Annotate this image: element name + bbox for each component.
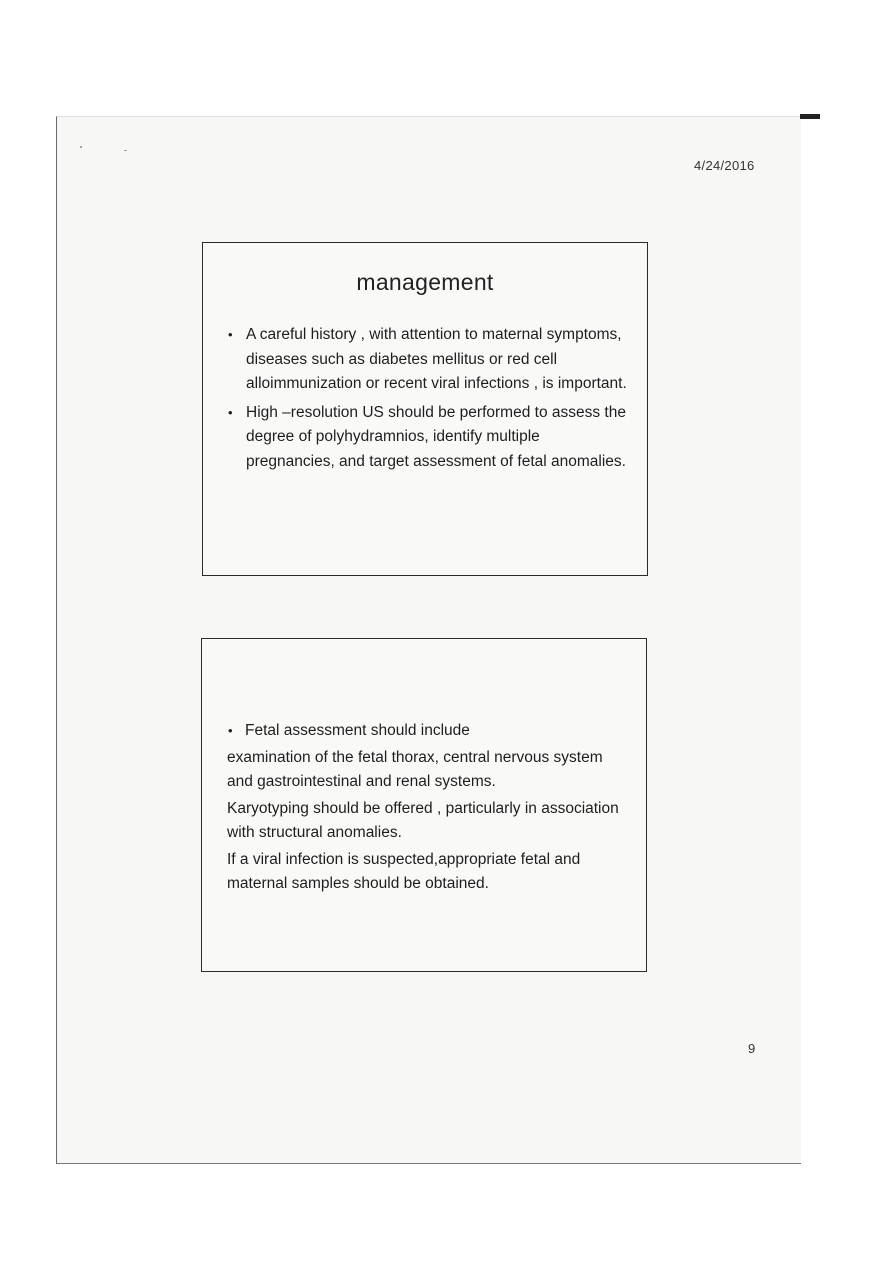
scan-edge-mark	[800, 114, 820, 119]
bullet-item	[227, 719, 627, 744]
bullet-item	[227, 323, 627, 397]
bullet-list	[227, 323, 627, 478]
paragraph: Karyotyping should be offered , particularly in association with structural anomalies.	[227, 799, 619, 841]
page-number: 9	[748, 1041, 756, 1056]
scan-speck	[80, 146, 82, 148]
paragraph: examination of the fetal thorax, central nervous system and gastrointestinal and renal systems.	[227, 748, 603, 790]
scan-speck	[124, 150, 127, 151]
bullet-text: High –resolution US should be performed to assess the degree of polyhydramnios, identify multiple pregnancies, and target assessment of fetal anomalies.	[246, 403, 626, 470]
bullet-text: Fetal assessment should include	[245, 722, 470, 739]
paragraph: If a viral infection is suspected,appropriate fetal and maternal samples should be obtained.	[227, 850, 581, 892]
slide-fetal-assessment	[201, 638, 647, 972]
bullet-item	[227, 401, 627, 475]
bullet-text: A careful history , with attention to maternal symptoms, diseases such as diabetes mellitus or red cell alloimmunization or recent viral infections , is important.	[246, 326, 627, 392]
slide-body	[227, 719, 627, 899]
bullet-dot-icon: •	[228, 404, 233, 420]
bullet-dot-icon: •	[228, 327, 233, 342]
bullet-dot-icon: •	[228, 723, 233, 738]
slide-management	[202, 242, 648, 576]
slide-date: 4/24/2016	[694, 158, 755, 173]
slide-title: management	[356, 269, 494, 295]
